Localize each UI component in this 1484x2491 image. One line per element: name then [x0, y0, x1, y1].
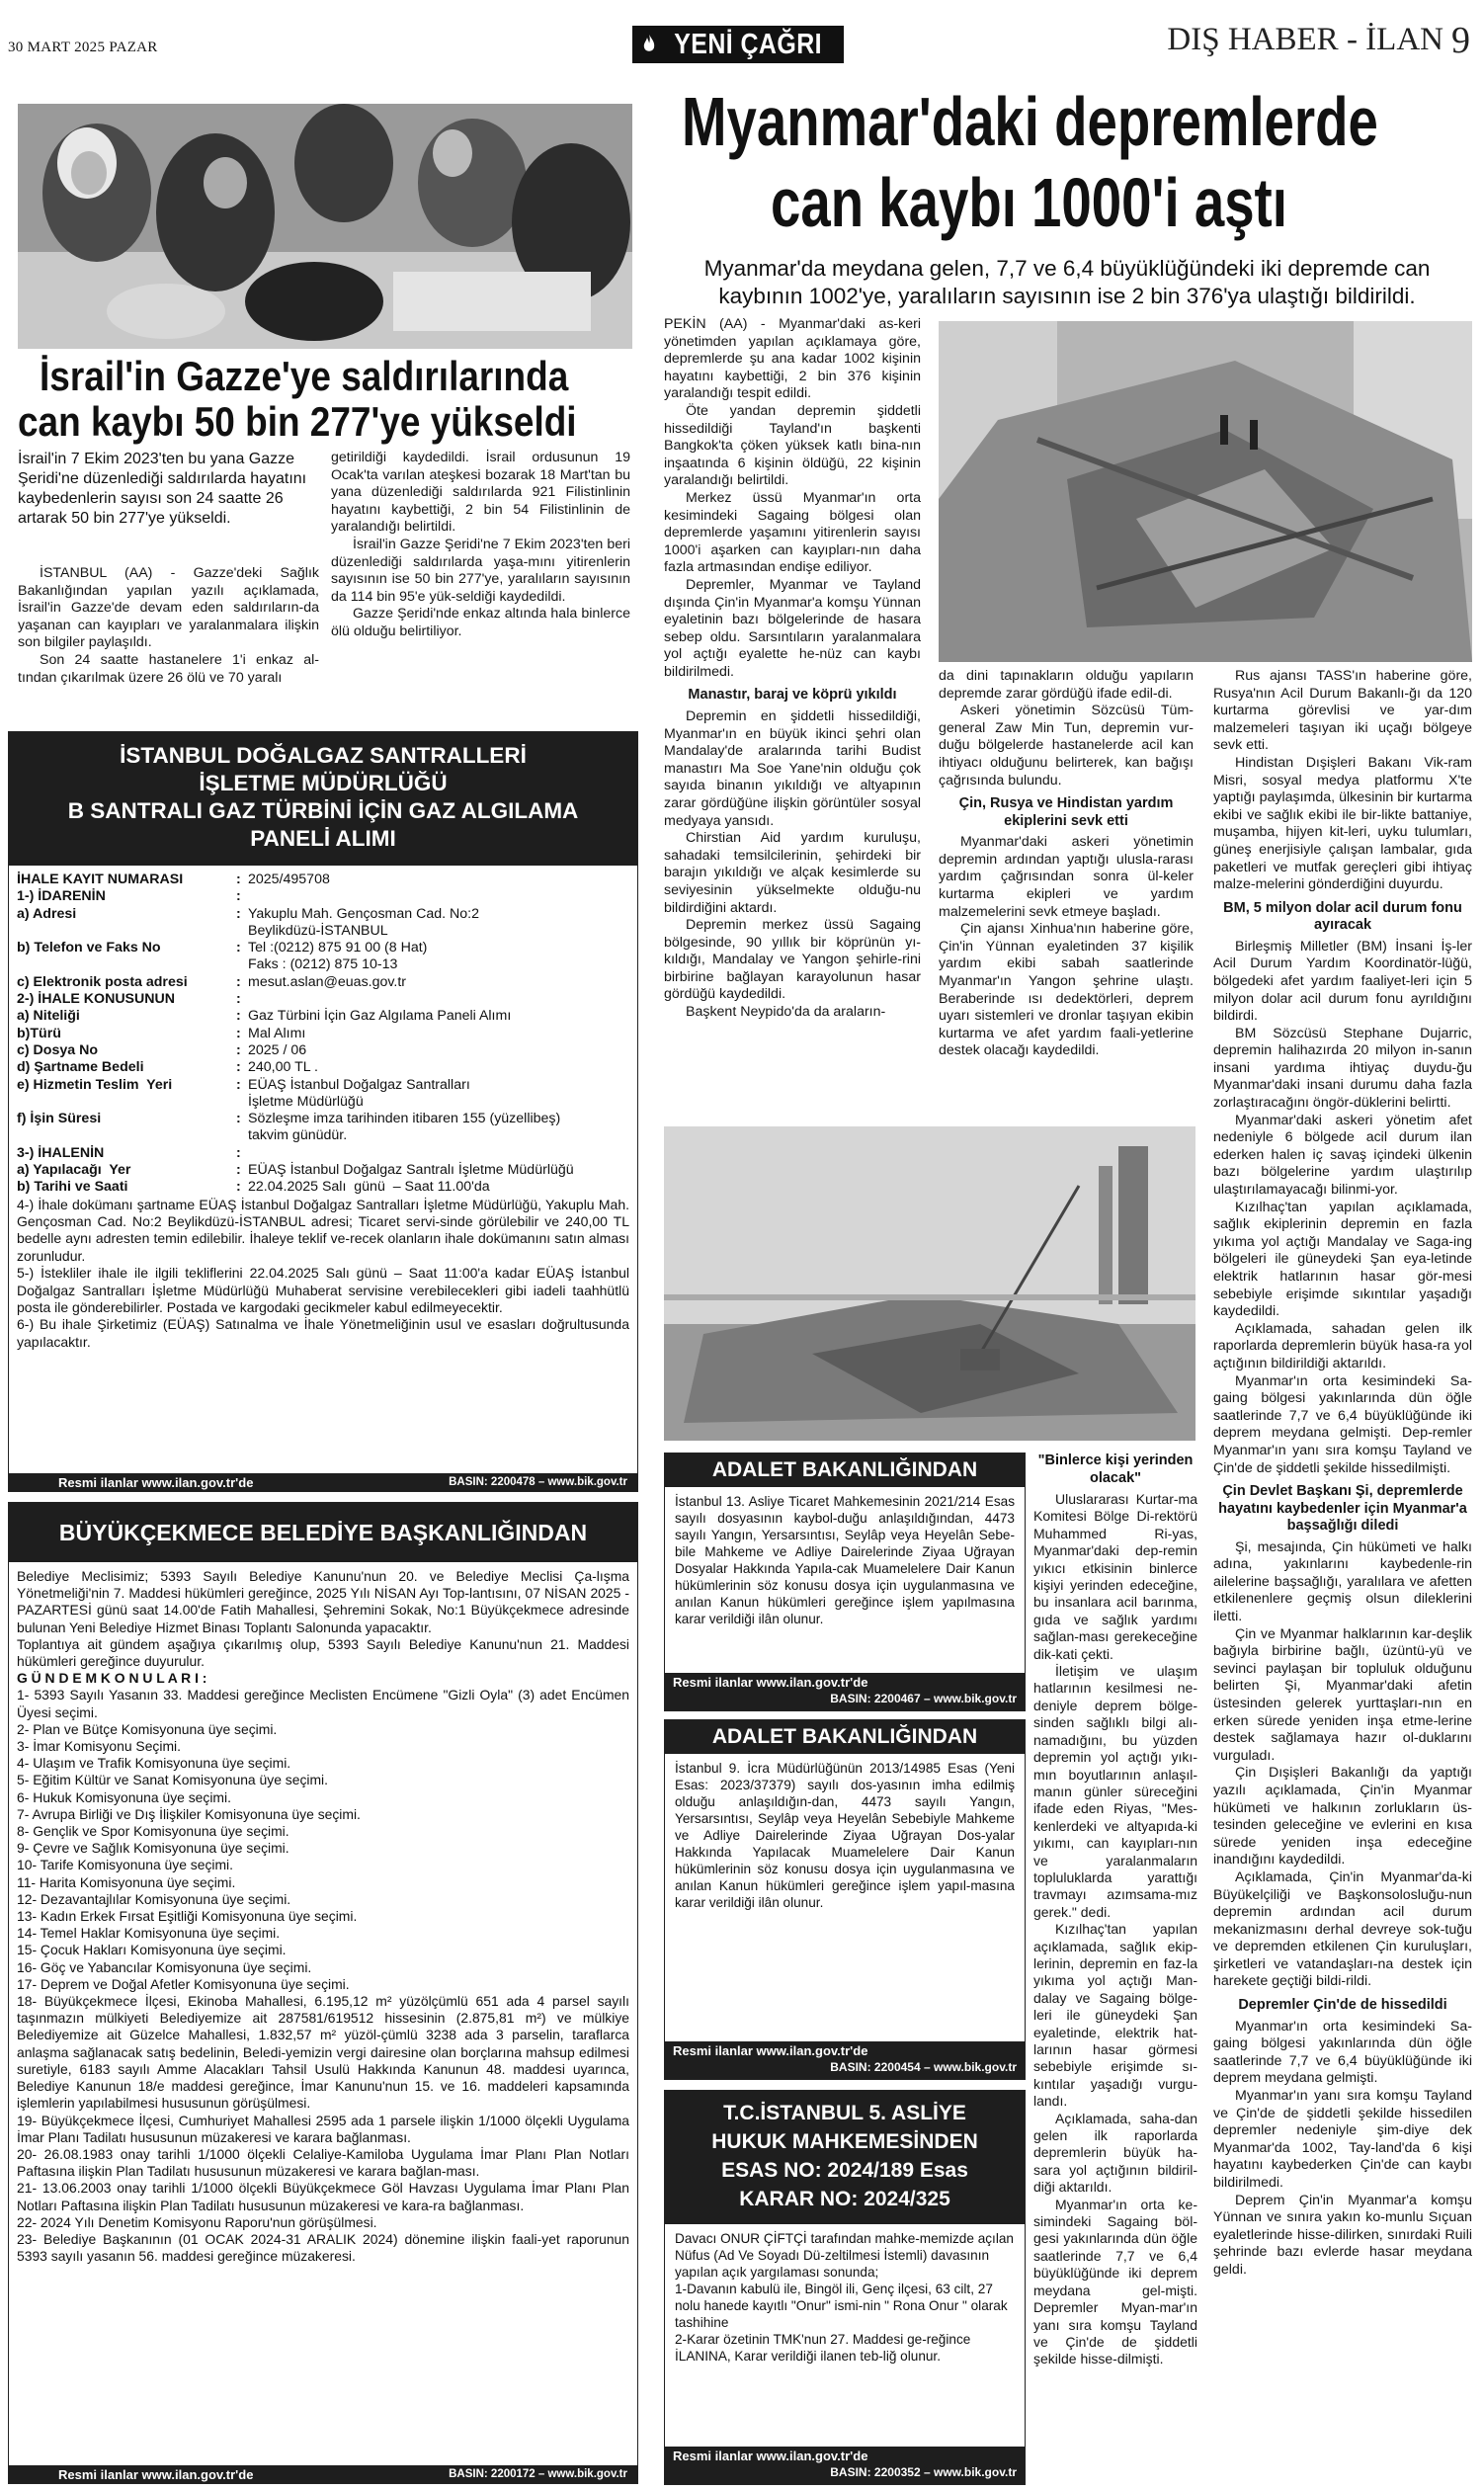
- myanmar-paragraph: Myanmar'ın orta kesimindeki Sa-gaing bölgesi yakınlarında dün öğle saatlerinde 7,7 ve 6,4 büyüklüğünde iki deprem meydana gelmişti. Dep-remler Myanmar'ın yanı sıra komşu Tayland ve Çin'de de şiddetli şekilde hissedilmişti.: [1213, 1372, 1472, 1476]
- ilan-detail-row: [17, 872, 629, 888]
- gundem-item: 1- 5393 Sayılı Yasanın 33. Maddesi gereğince Meclisten Encümene "Gizli Oyla" (3) adet Encümen Üyesi seçimi.: [17, 1687, 629, 1720]
- ilan-detail-label: 3-) İHALENİN: [17, 1144, 105, 1161]
- ilan-detail-value: Yakuplu Mah. Gençosman Cad. No:2 Beylikdüzü-İSTANBUL: [248, 905, 479, 939]
- myanmar-subheading: Çin Devlet Başkanı Şi, depremlerde hayatını kaybedenler için Myanmar'a başsağlığı diledi: [1218, 1483, 1467, 1535]
- myanmar-paragraph: Depremin merkez üssü Sagaing bölgesinde, 90 yıllık bir köprünün yı-kıldığı, Mandalay ve Yangon şehirle-rini birbirine bağlayan karayolunun hasar gördüğü kaydedildi.: [664, 917, 921, 1003]
- ilan-detail-value: 240,00 TL .: [248, 1059, 318, 1076]
- ilan-footer-left: Resmi ilanlar www.ilan.gov.tr'de: [673, 1675, 868, 1690]
- gundem-item: 23- Belediye Başkanının (01 OCAK 2024-31 ARALIK 2024) dönemine ilişkin faali-yet raporunun 5393 sayılı yasanın 56. maddesi gereğince müzakeresi.: [17, 2230, 629, 2265]
- ilan-footer-right: BASIN: 2200467 – www.bik.gov.tr: [830, 1692, 1017, 1705]
- ilan-footer: [9, 1473, 637, 1491]
- ilan-title-line: PANELİ ALIMI: [250, 826, 396, 851]
- gaza-column-2: [331, 450, 630, 641]
- myanmar-paragraph: Birleşmiş Milletler (BM) İnsani İş-ler Acil Durum Yardım Koordinatör-lüğü, bölgedeki afet yardım faaliyet-leri için 5 milyon dolar acil durum fonu ayrıldığını bildirdi.: [1213, 938, 1472, 1025]
- myanmar-paragraph: Depremler, Myanmar ve Tayland dışında Çin'in Myanmar'a komşu Yünnan eyaletinin bazı bölgelerinde de hasara sebep oldu. Sarsıntıların yaralanmalara yol açtığı eyalette he-nüz can kaybı bildirilmedi.: [664, 576, 921, 680]
- ilan-footer-left: Resmi ilanlar www.ilan.gov.tr'de: [58, 2466, 254, 2482]
- ilan-detail-label: f) İşin Süresi: [17, 1111, 102, 1127]
- myanmar-paragraph: Merkez üssü Myanmar'ın orta kesimindeki Sagaing bölgesi olan depremlerde yaşamını yitirenlerin sayısı 1000'i aşarken can kayıpları-nın daha fazla artmasından endişe ediliyor.: [664, 489, 921, 576]
- ilan-title-line: ESAS NO: 2024/189 Esas: [721, 2159, 968, 2182]
- ilan-detail-row: [17, 1162, 629, 1179]
- ilan-footer-left: Resmi ilanlar www.ilan.gov.tr'de: [673, 2449, 868, 2463]
- ilan-item: 5-) İstekliler ihale ile ilgili tekliflerini 22.04.2025 Salı günü – Saat 11:00'a kadar EÜAŞ İstanbul Doğalgaz Santralları İşletme Müdürlüğü Muhaberat servisine verebilecekleri gibi iadeli taahhütlü posta ile gönderebilirler. Postada ve kargodaki gecikmeler kabul edilmeyecektir.: [17, 1265, 629, 1316]
- ilan-belediye-title: BÜYÜKÇEKMECE BELEDİYE BAŞKANLIĞINDAN: [9, 1503, 637, 1562]
- ilan-belediye: [8, 1502, 638, 2484]
- ilan-detail-separator: :: [236, 991, 241, 1008]
- ilan-detail-row: [17, 906, 629, 941]
- ilan-adalet-title: ADALET BAKANLIĞINDAN: [665, 1453, 1025, 1487]
- ilan-detail-separator: :: [236, 1111, 241, 1127]
- ilan-detail-row: [17, 1042, 629, 1059]
- gaza-paragraph: getirildiği kaydedildi. İsrail ordusunun 19 Ocak'ta varılan ateşkesi bozarak 18 Mart'tan bu yana düzenlediği saldırılarda 921 Filistinlinin hayatını kaybettiği, 2 bin 54 Filistinlinin de yaralandığı belirtildi.: [331, 450, 630, 536]
- masthead-logo-text: YENİ ÇAĞRI: [674, 28, 822, 60]
- ilan-detail-label: b) Telefon ve Faks No: [17, 940, 161, 956]
- gaza-headline-2: can kaybı 50 bin 277'ye yükseldi: [18, 398, 577, 445]
- flame-icon: [642, 34, 656, 55]
- ilan-detail-row: [17, 940, 629, 974]
- myanmar-lead: Myanmar'da meydana gelen, 7,7 ve 6,4 büyüklüğündeki iki depremde can kaybının 1002'ye, yaralıların sayısının ise 2 bin 376'ya ulaştığı bildirildi.: [703, 256, 1431, 308]
- gundem-item: 4- Ulaşım ve Trafik Komisyonuna üye seçimi.: [17, 1755, 291, 1772]
- ilan-detail-value: 2025 / 06: [248, 1041, 307, 1058]
- myanmar-paragraph: Öte yandan depremin şiddetli hissedildiği Tayland'ın başkenti Bangkok'ta çöken yüksek katlı bina-nın inşaatında 6 kişinin öldüğü, 22 kişinin yaralandığı belirtildi.: [664, 402, 921, 489]
- myanmar-paragraph: Çin Dışişleri Bakanlığı da yaptığı yazılı açıklamada, Çin'in Myanmar hükümeti ve halkının zorlukların üs-tesinden geleceğine ve evlerini en kısa sürede yeniden inşa edeceğine inandığını kaydedildi.: [1213, 1765, 1472, 1868]
- ilan-mahkeme-title: [665, 2091, 1025, 2224]
- myanmar-paragraph: Hindistan Dışişleri Bakanı Vik-ram Misri, sosyal medya platformu X'te yaptığı paylaşımda, ülkesinin bir kurtarma ekibi ve sağlık ekibi ile bir-likte battaniye, muşamba, hijyen kit-leri, uyku tulumları, güneş enerjisiyle çalışan lambalar, gıda paketleri ve mutfak gereçleri gibi ihtiyaç malze-melerini gönderdiğini duyurdu.: [1213, 754, 1472, 893]
- ilan-paragraph: Davacı ONUR ÇİFTÇİ tarafından mahke-memizde açılan Nüfus (Ad Ve Soyadı Dü-zeltilmesi İstemli) davasının yapılan açık yargılaması sonunda;: [675, 2231, 1014, 2280]
- ilan-detail-row: [17, 1179, 629, 1196]
- ilan-detail-label: d) Şartname Bedeli: [17, 1059, 144, 1076]
- ilan-footer-right: BASIN: 2200172 – www.bik.gov.tr: [449, 2468, 627, 2480]
- myanmar-paragraph: Açıklamada, Çin'in Myanmar'da-ki Büyükelçiliği ve Başkonsolosluğu-nun depremin ardından acil durum mekanizmasını derhal devreye sok-tuğu ve depremden etkilenen Çin kuruluşları, şirketleri ve vatandaşları-na destek için harekete geçtiği bildi-rildi.: [1213, 1868, 1472, 1990]
- ilan-dogalgaz: [8, 731, 638, 1492]
- gaza-paragraph: İsrail'in Gazze Şeridi'ne 7 Ekim 2023'ten beri düzenlediği saldırılarda yaşa-mını yitirenlerin sayısının ise 50 bin 277'ye, yaralıların sayısının da 114 bin 95'e yük-seldiği kaydedildi.: [331, 536, 630, 605]
- myanmar-paragraph: Deprem Çin'in Myanmar'a komşu Yünnan ve sınıra yakın ko-munlu Sıçuan eyaletlerinde hisse-dilirken, sınırdaki Ruili şehrinde bazı evlerde hasar meydana geldi.: [1213, 2192, 1472, 2278]
- myanmar-paragraph: Myanmar'ın orta kesimindeki Sa-gaing bölgesi yakınlarında dün öğle saatlerinde 7,7 ve 6,4 büyüklüğünde iki deprem meydana gelmişti.: [1213, 2018, 1472, 2087]
- section-name: DIŞ HABER - İLAN: [1167, 22, 1443, 57]
- gundem-item: 17- Deprem ve Doğal Afetler Komisyonuna üye seçimi.: [17, 1975, 350, 1992]
- ilan-detail-separator: :: [236, 940, 241, 956]
- gundem-item: 2- Plan ve Bütçe Komisyonuna üye seçimi.: [17, 1720, 278, 1737]
- ilan-footer: [665, 2447, 1025, 2484]
- ilan-detail-row: [17, 888, 629, 905]
- quote-box-title: "Binlerce kişi yerinden olacak": [1037, 1453, 1194, 1486]
- gundem-item: 9- Çevre ve Sağlık Komisyonuna üye seçimi.: [17, 1840, 289, 1857]
- ilan-detail-value: mesut.aslan@euas.gov.tr: [248, 973, 407, 990]
- myanmar-rubble-photo: [939, 321, 1472, 662]
- ilan-detail-label: b) Tarihi ve Saati: [17, 1179, 128, 1196]
- ilan-detail-row: [17, 1008, 629, 1025]
- ilan-detail-value: [248, 991, 629, 1008]
- ilan-dogalgaz-details: [9, 866, 637, 1197]
- ilan-adalet-body: İstanbul 9. İcra Müdürlüğünün 2013/14985 Esas (Yeni Esas: 2023/37379) sayılı dos-yasının imha edilmiş olduğu anlaşıldığın-dan, 4473 sayılı Yangın, Yersarsıntısı, Seylâp veya Heyelân Sebebiyle Mahkeme ve Adliye Dairelerinde Ziyaa Uğrayan Dos-yalar Hakkında Yapılacak Muamelelere Dair Kanun hükümlerinin söz konusu dosya için uygulanmasına ve anılan Kanun hükümleri gereğince işlem yapıl-masına karar verildiği ilân olunur.: [675, 1761, 1015, 1910]
- ilan-detail-separator: :: [236, 905, 241, 922]
- ilan-adalet-title: ADALET BAKANLIĞINDAN: [665, 1720, 1025, 1754]
- myanmar-paragraph: BM Sözcüsü Stephane Dujarric, depremin halihazırda 20 milyon in-sanın insani yardıma ihtiyaç duydu-ğu Myanmar'daki insani durumu daha fazla zorlaştıracağını öngör-düklerini belirtti.: [1213, 1025, 1472, 1112]
- gaza-headline-1: İsrail'in Gazze'ye saldırılarında: [40, 353, 569, 399]
- gundem-item: 13- Kadın Erkek Fırsat Eşitliği Komisyonuna üye seçimi.: [17, 1908, 358, 1925]
- myanmar-paragraph: Myanmar'ın yanı sıra komşu Tayland ve Çin'de de şiddetli şekilde hissedilen depremler nedeniyle şim-diye dek Myanmar'da 1002, Tay-land'da 6 kişi hayatını kaybederken Çin'de can kaybı bildirilmedi.: [1213, 2087, 1472, 2191]
- myanmar-paragraph: Açıklamada, sahadan gelen ilk raporlarda depremlerin büyük hasa-ra yol açtığının bildirildiği aktarıldı.: [1213, 1320, 1472, 1371]
- ilan-detail-row: [17, 1111, 629, 1145]
- gaza-column-1: [18, 565, 319, 687]
- myanmar-subheading: Depremler Çin'de de hissedildi: [1238, 1997, 1447, 2014]
- gundem-item: 21- 13.06.2003 onay tarihli 1/1000 ölçekli Büyükçekmece Göl Havzası Uygulama İmar Planı Plan Notları Paftasına ilişkin Plan Tadilatı hususunun müzakeresi ve kara-ra bağlanması.: [17, 2180, 629, 2213]
- ilan-detail-row: [17, 991, 629, 1008]
- gundem-item: 14- Temel Haklar Komisyonuna üye seçimi.: [17, 1925, 281, 1942]
- collapsed-building-photo: [664, 1126, 1195, 1441]
- ilan-detail-separator: :: [236, 973, 241, 990]
- ilan-detail-value: Tel :(0212) 875 91 00 (8 Hat) Faks : (0212) 875 10-13: [248, 940, 428, 973]
- page-number: 9: [1451, 20, 1470, 61]
- masthead-logo: [632, 26, 844, 63]
- quote-box-body: [1033, 1491, 1197, 2368]
- myanmar-paragraph: Myanmar'daki askeri yönetimin depremin ardından yaptığı ulusla-rarası yardım çağrısından sonra ül-keler kurtarma ekipleri ve yardım malzemelerini sevk etmeye başladı.: [939, 834, 1194, 920]
- ilan-mahkeme-body: [665, 2224, 1025, 2370]
- gundem-list: [17, 1687, 629, 2265]
- myanmar-paragraph: Şi, mesajında, Çin hükümeti ve halkı adına, yakınlarını kaybedenle-rin ailelerine başsağlığı, yaralılara ve afetten etkilenenlere geçmiş olsun dileklerini iletti.: [1213, 1538, 1472, 1624]
- myanmar-headline-1: Myanmar'daki depremlerde: [682, 83, 1378, 160]
- ilan-detail-separator: :: [236, 1025, 241, 1041]
- myanmar-paragraph: Rus ajansı TASS'ın haberine göre, Rusya'nın Acil Durum Bakanlı-ğı da 120 kurtarma görevlisi ve yar-dım malzemeleri taşıyan iki uçağı bölgeye sevk etti.: [1213, 668, 1472, 754]
- gundem-item: 22- 2024 Yılı Denetim Komisyonu Raporu'nun görüşülmesi.: [17, 2213, 377, 2230]
- ilan-paragraph: 2-Karar özetinin TMK'nun 27. Maddesi ge-reğince İLANINA, Karar verildiği ilanen teb-liğ olunur.: [675, 2332, 971, 2364]
- quote-paragraph: Kızılhaç'tan yapılan açıklamada, sağlık ekip-lerinin, depremin en faz-la yıkıma yol açtığı Man-dalay ve Sagaing bölge-leri ile güneydeki Şan eyaletinde, elektrik hat-larının hasar görmesi sebebiyle erişimde sı-kıntılar yaşadığı vurgu-landı.: [1033, 1921, 1197, 2110]
- ilan-footer-right: BASIN: 2200478 – www.bik.gov.tr: [449, 1476, 627, 1488]
- gundem-item: 5- Eğitim Kültür ve Sanat Komisyonuna üye seçimi.: [17, 1772, 328, 1788]
- myanmar-paragraph: PEKİN (AA) - Myanmar'daki as-keri yönetimden yapılan açıklamaya göre, depremlerde şu ana kadar 1002 kişinin hayatını kaybettiği, 2 bin 376 kişinin yaralandığı tespit edildi.: [664, 316, 921, 402]
- ilan-detail-label: a) Adresi: [17, 905, 77, 922]
- ilan-footer-left: Resmi ilanlar www.ilan.gov.tr'de: [58, 1474, 254, 1490]
- ilan-detail-label: a) Yapılacağı Yer: [17, 1162, 131, 1179]
- gundem-item: 8- Gençlik ve Spor Komisyonuna üye seçimi.: [17, 1823, 289, 1840]
- gundem-item: 16- Göç ve Yabancılar Komisyonuna üye seçimi.: [17, 1958, 312, 1975]
- ilan-detail-separator: :: [236, 1059, 241, 1076]
- ilan-detail-row: [17, 1059, 629, 1076]
- myanmar-column-c: [1213, 668, 1472, 2279]
- myanmar-subheading: BM, 5 milyon dolar acil durum fonu ayıracak: [1223, 899, 1462, 934]
- ilan-detail-separator: :: [236, 888, 241, 905]
- gundem-item: 3- İmar Komisyonu Seçimi.: [17, 1738, 181, 1755]
- ilan-paragraph: Toplantıya ait gündem aşağıya çıkarılmış olup, 5393 Sayılı Belediye Kanunu'nun 21. Maddesi hükümleri gereğince duyurulur.: [17, 1635, 629, 1670]
- myanmar-column-a: [664, 316, 921, 1022]
- myanmar-paragraph: Başkent Neypido'da da araların-: [686, 1004, 886, 1021]
- gundem-item: 19- Büyükçekmece İlçesi, Cumhuriyet Mahallesi 2595 ada 1 parsele ilişkin 1/1000 ölçekli Uygulama İmar Planı Tadilatı hususunun müzakeresi ve karara bağlanması.: [17, 2112, 629, 2145]
- ilan-dogalgaz-notes: [9, 1197, 637, 1352]
- ilan-adalet-1: [664, 1453, 1026, 1711]
- gundem-item: 10- Tarife Komisyonuna üye seçimi.: [17, 1857, 234, 1873]
- gundem-item: 7- Avrupa Birliği ve Dış İlişkiler Komisyonuna üye seçimi.: [17, 1805, 361, 1822]
- ilan-footer: [665, 1673, 1025, 1710]
- ilan-detail-separator: :: [236, 872, 241, 887]
- ilan-detail-label: c) Dosya No: [17, 1041, 98, 1058]
- myanmar-subheading: Manastır, baraj ve köprü yıkıldı: [688, 687, 897, 704]
- ilan-detail-label: e) Hizmetin Teslim Yeri: [17, 1076, 173, 1093]
- myanmar-subheading: Çin, Rusya ve Hindistan yardım ekiplerini sevk etti: [958, 795, 1174, 829]
- ilan-mahkeme: [664, 2090, 1026, 2485]
- myanmar-paragraph: Chirstian Aid yardım kuruluşu, sahadaki temsilcilerinin, şehirdeki bir barajın yıkıldığı ve alçak kesimlerde su seviyesinin yükselmekte olduğu-nu bildirdiğini aktardı.: [664, 830, 921, 916]
- ilan-detail-label: İHALE KAYIT NUMARASI: [17, 872, 184, 887]
- ilan-detail-label: b)Türü: [17, 1025, 61, 1041]
- ilan-paragraph: Belediye Meclisimiz; 5393 Sayılı Belediye Kanunu'nun 20. ve Belediye Meclisi Ça-lışma Yönetmeliği'nin 7. Maddesi hükümleri gereğince, 2025 Yılı NİSAN Ayı Top-lantısını, 07 NİSAN 2025 - PAZARTESİ günü saat 14.00'de Fatih Mahallesi, Şehremini Sokak, No:1 Büyükçekmece adresinde bulunan Yeni Belediye Hizmet Binası Toplantı Salonunda yapacaktır.: [17, 1568, 629, 1635]
- ilan-dogalgaz-title: [9, 732, 637, 866]
- gaza-paragraph: İSTANBUL (AA) - Gazze'deki Sağlık Bakanlığından yapılan yazılı açıklamada, İsrail'in Gazze'de devam eden saldırıların-da yaşanan can kayıpları ve yaralanmalara ilişkin son bilgiler paylaşıldı.: [18, 565, 319, 651]
- myanmar-headline-2: can kaybı 1000'i aştı: [771, 164, 1287, 241]
- gundem-item: 12- Dezavantajlılar Komisyonuna üye seçimi.: [17, 1890, 291, 1907]
- ilan-detail-value: Gaz Türbini İçin Gaz Algılama Paneli Alımı: [248, 1008, 512, 1025]
- gaza-paragraph: Son 24 saatte hastanelere 1'i enkaz al-tından çıkarılmak üzere 26 ölü ve 70 yaralı: [18, 651, 319, 686]
- myanmar-column-b: [939, 668, 1194, 1060]
- ilan-detail-row: [17, 974, 629, 991]
- gaza-photo: [18, 104, 632, 349]
- ilan-detail-row: [17, 1026, 629, 1042]
- ilan-detail-separator: :: [236, 1008, 241, 1025]
- ilan-detail-separator: :: [236, 1076, 241, 1093]
- myanmar-paragraph: Askeri yönetimin Sözcüsü Tüm-general Zaw Min Tun, depremin vur-duğu bölgelerde hastanelerde acil kan ihtiyacı olduğunu belirterek, kan bağışı çağrısında bulundu.: [939, 703, 1194, 789]
- myanmar-paragraph: Myanmar'daki askeri yönetim afet nedeniyle 6 bölgede acil durum ilan ederken halen iç savaş içindeki ülkenin bazı bölgelerine yardım ulaştırılıp ulaştırılamayacağı bilinmi-yor.: [1213, 1112, 1472, 1199]
- ilan-detail-label: 1-) İDARENİN: [17, 888, 106, 905]
- ilan-detail-value: 2025/495708: [248, 872, 330, 887]
- ilan-detail-separator: :: [236, 1041, 241, 1058]
- ilan-detail-value: EÜAŞ İstanbul Doğalgaz Santralları İşletme Müdürlüğü: [248, 1076, 470, 1110]
- ilan-adalet-2: [664, 1719, 1026, 2080]
- ilan-detail-value: [248, 1145, 629, 1162]
- myanmar-paragraph: Depremin en şiddetli hissedildiği, Myanmar'ın en büyük ikinci şehri olan Mandalay'de aralarında tarihi Budist manastırı Ma Soe Yane'nin olduğu çok sayıda binanın yıkıldığı ve altyapının zarar gördüğüne ilişkin görüntüler sosyal medyaya yansıdı.: [664, 707, 921, 829]
- ilan-item: 4-) İhale dokümanı şartname EÜAŞ İstanbul Doğalgaz Santralları İşletme Müdürlüğü, Yakuplu Mah. Gençosman Cad. No:2 Beylikdüzü-İSTANBUL adresi; Ticaret servi-sinde görülebilir ve 240,00 TL bedelle aynı adresten temin edilebilir. İhaleye teklif ve-recek olanların ihale dokümanını satın alması zorunludur.: [17, 1196, 629, 1264]
- gundem-item: 6- Hukuk Komisyonuna üye seçimi.: [17, 1788, 231, 1805]
- ilan-title-line: B SANTRALI GAZ TÜRBİNİ İÇİN GAZ ALGILAMA: [67, 798, 579, 823]
- quote-paragraph: Myanmar'ın orta ke-simindeki Sagaing böl-gesi yakınlarında dün öğle saatlerinde 7,7 ve 6,4 büyüklüğünde iki deprem meydana gel-mişti. Depremler Myan-mar'ın yanı sıra komşu Tayland ve Çin'de de şiddetli şekilde hisse-dilmişti.: [1033, 2196, 1197, 2367]
- gaza-paragraph: Gazze Şeridi'nde enkaz altında hala binlerce ölü olduğu belirtiliyor.: [331, 606, 630, 639]
- myanmar-paragraph: da dini tapınakların olduğu yapıların depremde zarar gördüğü ifade edil-di.: [939, 668, 1194, 702]
- ilan-detail-row: [17, 1077, 629, 1112]
- ilan-detail-value: EÜAŞ İstanbul Doğalgaz Santralı İşletme Müdürlüğü: [248, 1162, 574, 1179]
- ilan-detail-row: [17, 1145, 629, 1162]
- quote-box: [1033, 1453, 1197, 2485]
- quote-paragraph: İletişim ve ulaşım hatlarının kesilmesi ne-deniyle deprem bölge-sinden sağlıklı bilgi alı-namadığını, bu yüzden depremin yol açtığı yıkı-mın boyutlarının anlaşıl-manın günler süreceğini ifade eden Riyas, "Mes-kenlerdeki ve altyapıda-ki yıkımı, can kayıpları-nın ve yaralanmaların topluluklarda yarattığı travmayı azımsama-mız gerek." dedi.: [1033, 1663, 1197, 1920]
- ilan-detail-value: 22.04.2025 Salı günü – Saat 11.00'da: [248, 1179, 490, 1196]
- ilan-title-line: T.C.İSTANBUL 5. ASLİYE: [723, 2102, 966, 2124]
- ilan-title-line: İŞLETME MÜDÜRLÜĞÜ: [199, 771, 448, 795]
- ilan-title-line: İSTANBUL DOĞALGAZ SANTRALLERİ: [120, 743, 527, 768]
- section-title: [1167, 20, 1470, 61]
- gaza-lead: İsrail'in 7 Ekim 2023'ten bu yana Gazze Şeridi'ne düzenlediği saldırılarda hayatını kaybedenlerin sayısı son 24 saatte 26 artarak 50 bin 277'ye yükseldi.: [18, 451, 307, 527]
- myanmar-paragraph: Çin ve Myanmar halklarının kar-deşlik bağıyla birbirine bağlı, üzüntü-yü ve sevinci paylaşan bir topluluk olduğunu belirten Şi, Myanmar'daki afetin üstesinden gelerek yurttaşları-nın en erken sürede yeniden inşa etme-lerine destek sağlamaya hazır ol-duklarını vurguladı.: [1213, 1625, 1472, 1764]
- gundem-item: 11- Harita Komisyonuna üye seçimi.: [17, 1873, 236, 1890]
- gundem-item: 15- Çocuk Hakları Komisyonuna üye seçimi.: [17, 1942, 287, 1958]
- ilan-detail-label: c) Elektronik posta adresi: [17, 973, 188, 990]
- myanmar-paragraph: Çin ajansı Xinhua'nın haberine göre, Çin'in Yünnan eyaletinden 37 kişilik yardım ekibi sabah saatlerinde Myanmar'ın Yangon şehrine ulaştı. Beraberinde ısı dedektörleri, deprem uyarı sistemleri ve dronlar taşıyan ekibin kurtarma ve afet yardım faali-yetlerine destek olacağı kaydedildi.: [939, 921, 1194, 1059]
- ilan-paragraph: 1-Davanın kabulü ile, Bingöl ili, Genç ilçesi, 63 cilt, 27 nolu hanede kayıtlı "Onur" ismi-nin " Rona Onur " olarak tashihine: [675, 2282, 1008, 2330]
- ilan-detail-separator: :: [236, 1179, 241, 1196]
- ilan-footer: [665, 2041, 1025, 2079]
- ilan-detail-value: [248, 888, 629, 905]
- ilan-footer-right: BASIN: 2200454 – www.bik.gov.tr: [830, 2060, 1017, 2074]
- issue-date: 30 MART 2025 PAZAR: [8, 40, 158, 55]
- ilan-detail-value: Sözleşme imza tarihinden itibaren 155 (yüzellibeş) takvim günüdür.: [248, 1111, 561, 1144]
- gundem-title: G Ü N D E M K O N U L A R I :: [17, 1670, 207, 1687]
- ilan-footer: [9, 2465, 637, 2483]
- ilan-footer-right: BASIN: 2200352 – www.bik.gov.tr: [830, 2465, 1017, 2479]
- quote-paragraph: Açıklamada, saha-dan gelen ilk raporlarda depremlerin büyük ha-sara yol açtığının bildiril-diği aktarıldı.: [1033, 2110, 1197, 2196]
- gundem-item: 18- Büyükçekmece İlçesi, Ekinoba Mahallesi, 6.195,12 m² yüzölçümlü 651 ada 4 parsel sayılı taşınmazın mülkiyeti Belediyemize ait 287581/619512 hissesinin (2.875,81 m²) ve mülkiye Belediyemize ait Güzelce Mahallesi, 1.832,57 m² yüzöl-çümlü 3238 ada 3 parselin, taraflarca anlaşma sağlanacak satış bedelinin, Beledi-yemizin vergi dairesine olan borçlarına mahsup edilmesi suretiyle, 6183 sayılı Amme Alacakları Tahsil Usulü Hakkında Kanunun 48. maddesi uyarınca, Belediye Kanunun 18/e maddesi gereğince, İmar Kanunu'nun 15. ve 16. maddeleri kapsamında işlemlerin yapılabilmesi hususunun görüşülmesi.: [17, 1993, 629, 2112]
- ilan-detail-separator: :: [236, 1162, 241, 1179]
- ilan-detail-value: Mal Alımı: [248, 1025, 306, 1041]
- ilan-footer-left: Resmi ilanlar www.ilan.gov.tr'de: [673, 2043, 868, 2058]
- quote-paragraph: Uluslararası Kurtar-ma Komitesi Bölge Di-rektörü Muhammed Ri-yas, Myanmar'daki dep-remin yıkıcı etkisinin binlerce kişiyi yerinden edeceğine, bu insanlara acil barınma, gıda ve sağlık yardımı sağlan-ması gerekeceğine dik-kati çekti.: [1033, 1491, 1197, 1662]
- gundem-item: 20- 26.08.1983 onay tarihli 1/1000 ölçekli Celaliye-Kamiloba Uygulama İmar Planı Plan Notları Paftasına ilişkin Plan Tadilatı hususunun müzakeresi ve karara bağlan-ması.: [17, 2145, 629, 2180]
- ilan-detail-label: 2-) İHALE KONUSUNUN: [17, 991, 176, 1008]
- ilan-title-line: KARAR NO: 2024/325: [739, 2188, 950, 2210]
- ilan-adalet-body: İstanbul 13. Asliye Ticaret Mahkemesinin 2021/214 Esas sayılı dosyasının kaybol-duğu anlaşıldığından, 4473 sayılı Yangın, Yersarsıntısı, Seylâp veya Heyelân Sebe-bile Mahkeme ve Adliye Dairelerinde Ziyaa Uğrayan Dosyalar Hakkında Yapıla-cak Muamelelere Dair Kanun hükümlerinin söz konusu dosya için uygulanmasına ve anılan Kanun hükümleri gereğince işlem yapılmasına karar verildiği ilân olunur.: [675, 1494, 1015, 1626]
- ilan-item: 6-) Bu ihale Şirketimiz (EÜAŞ) Satınalma ve İhale Yönetmeliğinin usul ve esasları doğrultusunda yapılacaktır.: [17, 1316, 629, 1350]
- myanmar-paragraph: Kızılhaç'tan yapılan açıklamada, sağlık ekiplerinin depremin en fazla yıkıma yol açtığı Mandalay ve Saga-ing bölgeleri ile güneydeki Şan eya-letinde elektrik hatlarının hasar gör-mesi sebebiyle erişimde sıkıntılar yaşadığı kaydedildi.: [1213, 1199, 1472, 1320]
- ilan-detail-label: a) Niteliği: [17, 1008, 80, 1025]
- ilan-title-line: HUKUK MAHKEMESİNDEN: [711, 2130, 978, 2153]
- ilan-belediye-body: [9, 1562, 637, 2271]
- ilan-detail-separator: :: [236, 1144, 241, 1161]
